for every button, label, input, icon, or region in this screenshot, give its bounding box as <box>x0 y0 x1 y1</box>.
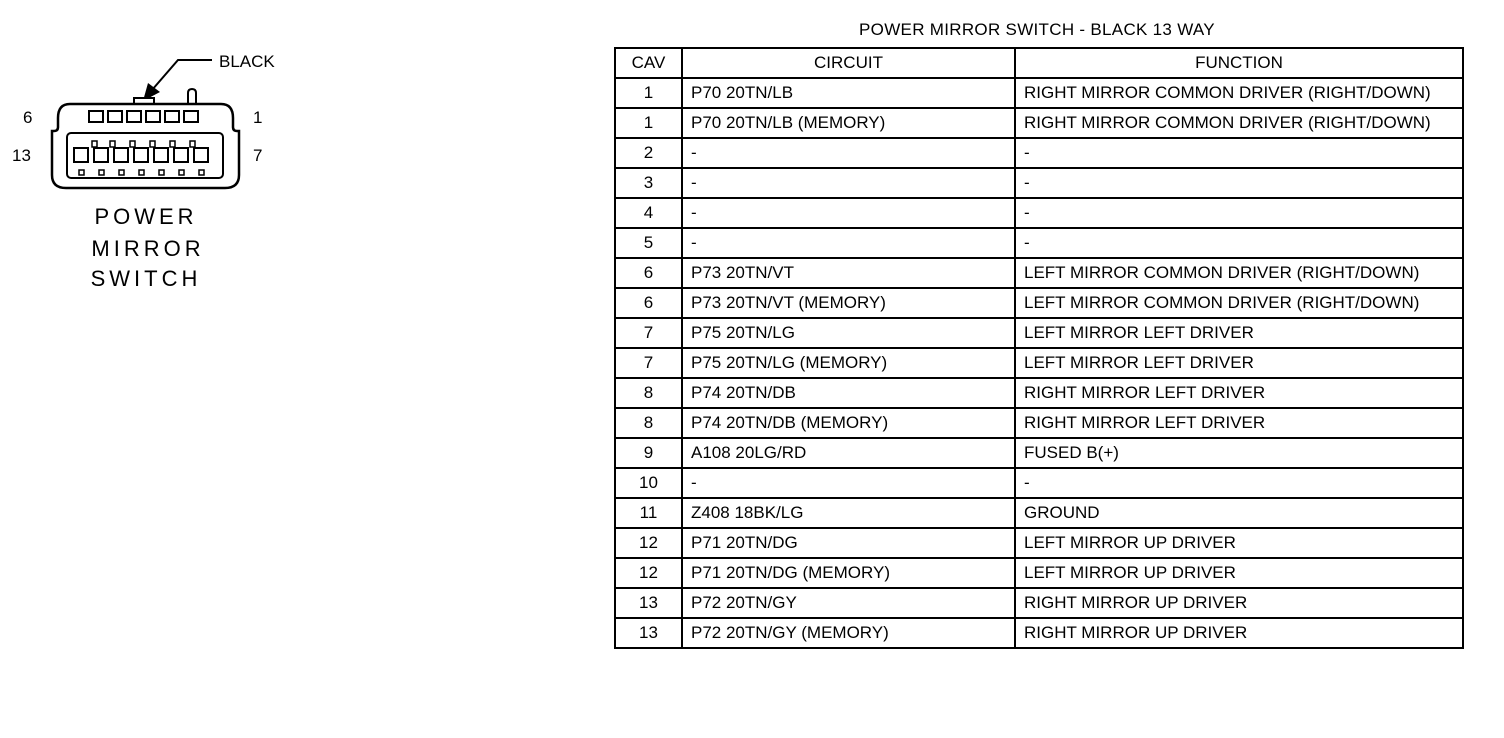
function-cell: RIGHT MIRROR LEFT DRIVER <box>1015 378 1463 408</box>
cavity-9 <box>114 148 128 162</box>
cav-cell: 7 <box>615 318 682 348</box>
cavity-4 <box>146 111 160 122</box>
pinout-table <box>614 47 1464 649</box>
cavity-8 <box>94 148 108 162</box>
header-cav: CAV <box>615 48 682 78</box>
pin-label-top-left: 6 <box>23 108 33 127</box>
cavity-13 <box>194 148 208 162</box>
header-function: FUNCTION <box>1015 48 1463 78</box>
cavity-1 <box>89 111 103 122</box>
function-cell: RIGHT MIRROR UP DRIVER <box>1015 588 1463 618</box>
cav-cell: 8 <box>615 408 682 438</box>
table-row <box>615 228 1463 258</box>
table-row <box>615 498 1463 528</box>
cav-cell: 5 <box>615 228 682 258</box>
function-cell: - <box>1015 138 1463 168</box>
circuit-cell: P72 20TN/GY (MEMORY) <box>682 618 1015 648</box>
circuit-cell: P75 20TN/LG (MEMORY) <box>682 348 1015 378</box>
function-cell: RIGHT MIRROR UP DRIVER <box>1015 618 1463 648</box>
table-row <box>615 198 1463 228</box>
cavity-6 <box>184 111 198 122</box>
cav-cell: 6 <box>615 258 682 288</box>
table-row <box>615 318 1463 348</box>
cavity-2 <box>108 111 122 122</box>
function-cell: - <box>1015 468 1463 498</box>
function-cell: RIGHT MIRROR COMMON DRIVER (RIGHT/DOWN) <box>1015 78 1463 108</box>
function-cell: LEFT MIRROR COMMON DRIVER (RIGHT/DOWN) <box>1015 288 1463 318</box>
cav-cell: 1 <box>615 78 682 108</box>
pin-label-bottom-right: 7 <box>253 146 263 165</box>
circuit-cell: P75 20TN/LG <box>682 318 1015 348</box>
circuit-cell: P71 20TN/DG (MEMORY) <box>682 558 1015 588</box>
circuit-cell: P70 20TN/LB <box>682 78 1015 108</box>
function-cell: LEFT MIRROR COMMON DRIVER (RIGHT/DOWN) <box>1015 258 1463 288</box>
cav-cell: 13 <box>615 618 682 648</box>
table-row <box>615 468 1463 498</box>
connector-color-label: BLACK <box>219 52 275 71</box>
circuit-cell: P74 20TN/DB (MEMORY) <box>682 408 1015 438</box>
cavity-3 <box>127 111 141 122</box>
connector-name-line-2: MIRROR <box>91 236 205 261</box>
cavity-11 <box>154 148 168 162</box>
circuit-cell: Z408 18BK/LG <box>682 498 1015 528</box>
cav-cell: 10 <box>615 468 682 498</box>
table-row <box>615 168 1463 198</box>
table-row <box>615 558 1463 588</box>
circuit-cell: - <box>682 138 1015 168</box>
circuit-cell: P70 20TN/LB (MEMORY) <box>682 108 1015 138</box>
function-cell: LEFT MIRROR LEFT DRIVER <box>1015 348 1463 378</box>
cav-cell: 9 <box>615 438 682 468</box>
table-row <box>615 438 1463 468</box>
function-cell: GROUND <box>1015 498 1463 528</box>
cavity-10 <box>134 148 148 162</box>
connector-name-line-3: SWITCH <box>90 266 202 291</box>
connector-post <box>188 89 196 105</box>
table-row <box>615 348 1463 378</box>
table-row <box>615 588 1463 618</box>
table-row <box>615 378 1463 408</box>
bottom-cavity-row <box>74 148 208 162</box>
circuit-cell: P72 20TN/GY <box>682 588 1015 618</box>
cav-cell: 8 <box>615 378 682 408</box>
connector-name-line-1: POWER <box>94 204 198 229</box>
function-cell: LEFT MIRROR UP DRIVER <box>1015 528 1463 558</box>
circuit-cell: - <box>682 168 1015 198</box>
pin-label-bottom-left: 13 <box>12 146 31 165</box>
cav-cell: 1 <box>615 108 682 138</box>
connector-diagram <box>0 0 600 320</box>
cav-cell: 11 <box>615 498 682 528</box>
table-body <box>615 78 1463 648</box>
table-row <box>615 408 1463 438</box>
function-cell: RIGHT MIRROR LEFT DRIVER <box>1015 408 1463 438</box>
cavity-5 <box>165 111 179 122</box>
circuit-cell: P74 20TN/DB <box>682 378 1015 408</box>
cav-cell: 2 <box>615 138 682 168</box>
function-cell: - <box>1015 228 1463 258</box>
function-cell: FUSED B(+) <box>1015 438 1463 468</box>
table-row <box>615 78 1463 108</box>
cavity-7 <box>74 148 88 162</box>
cav-cell: 6 <box>615 288 682 318</box>
table-row <box>615 258 1463 288</box>
cav-cell: 4 <box>615 198 682 228</box>
circuit-cell: A108 20LG/RD <box>682 438 1015 468</box>
cav-cell: 12 <box>615 558 682 588</box>
cav-cell: 3 <box>615 168 682 198</box>
table-header-row <box>615 48 1463 78</box>
function-cell: LEFT MIRROR UP DRIVER <box>1015 558 1463 588</box>
header-circuit: CIRCUIT <box>682 48 1015 78</box>
table-row <box>615 528 1463 558</box>
table-row <box>615 138 1463 168</box>
function-cell: LEFT MIRROR LEFT DRIVER <box>1015 318 1463 348</box>
color-callout-arrow <box>143 60 212 101</box>
table-row <box>615 618 1463 648</box>
cav-cell: 13 <box>615 588 682 618</box>
function-cell: - <box>1015 198 1463 228</box>
circuit-cell: - <box>682 228 1015 258</box>
table-row <box>615 288 1463 318</box>
function-cell: - <box>1015 168 1463 198</box>
cav-cell: 7 <box>615 348 682 378</box>
circuit-cell: P73 20TN/VT (MEMORY) <box>682 288 1015 318</box>
circuit-cell: P73 20TN/VT <box>682 258 1015 288</box>
circuit-cell: P71 20TN/DG <box>682 528 1015 558</box>
function-cell: RIGHT MIRROR COMMON DRIVER (RIGHT/DOWN) <box>1015 108 1463 138</box>
cavity-12 <box>174 148 188 162</box>
table-title: POWER MIRROR SWITCH - BLACK 13 WAY <box>859 20 1215 39</box>
circuit-cell: - <box>682 198 1015 228</box>
pin-label-top-right: 1 <box>253 108 263 127</box>
cav-cell: 12 <box>615 528 682 558</box>
table-row <box>615 108 1463 138</box>
circuit-cell: - <box>682 468 1015 498</box>
